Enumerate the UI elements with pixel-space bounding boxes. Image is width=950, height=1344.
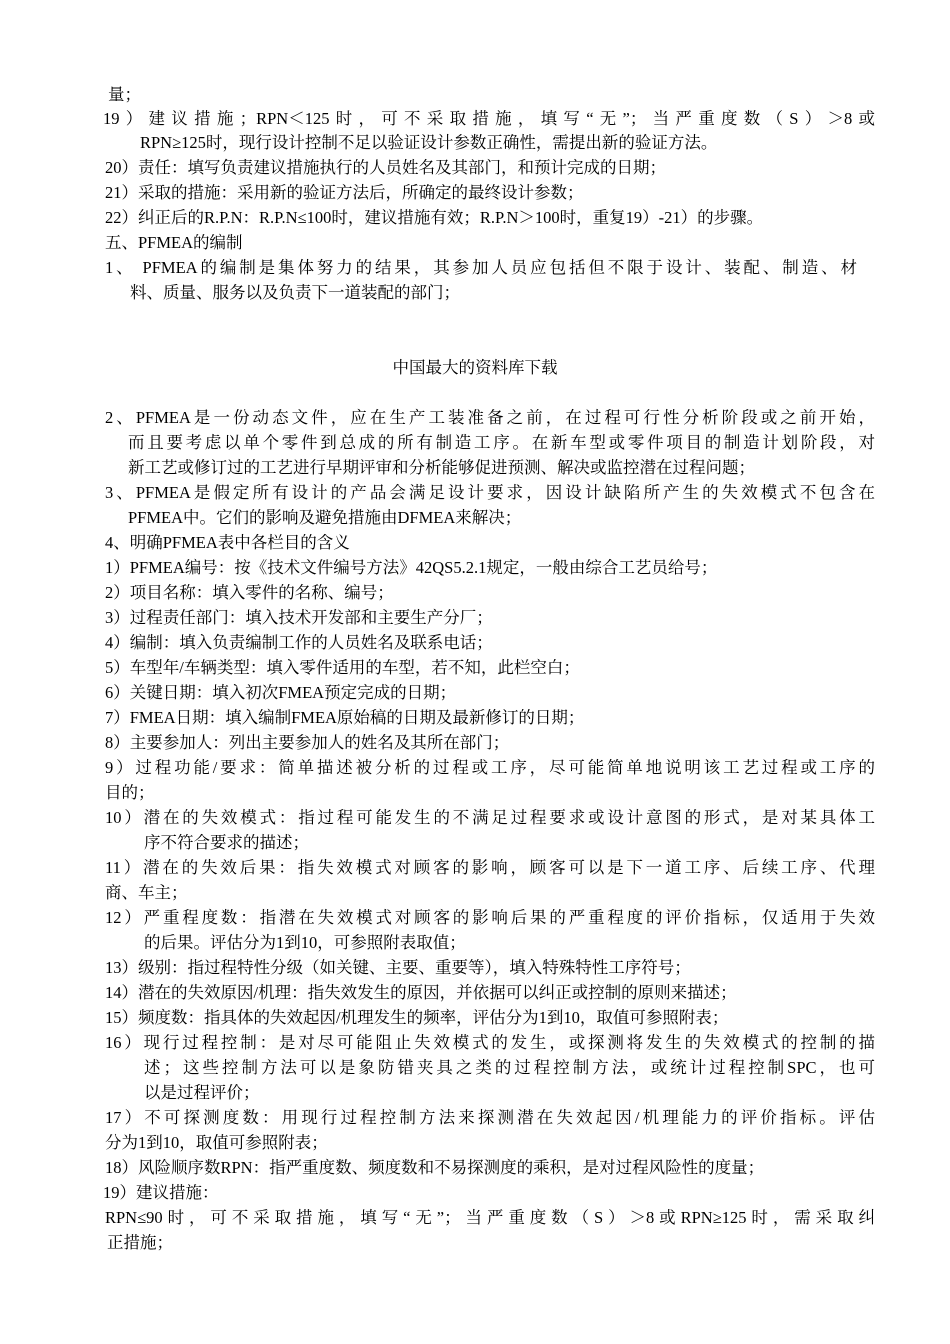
text-line: 20）责任：填写负责建议措施执行的人员姓名及其部门，和预计完成的日期； <box>105 158 666 177</box>
text-line: 目的； <box>105 783 155 802</box>
text-line: 21）采取的措施：采用新的验证方法后，所确定的最终设计参数； <box>105 183 584 202</box>
text-line: 述；这些控制方法可以是象防错夹具之类的过程控制方法，或统计过程控制SPC，也可 <box>144 1058 875 1077</box>
text-line: 11）潜在的失效后果：指失效模式对顾客的影响，顾客可以是下一道工序、后续工序、代理 <box>105 858 875 877</box>
text-line: 1）PFMEA编号：按《技术文件编号方法》42QS5.2.1规定，一般由综合工艺员给号； <box>105 558 718 577</box>
text-line: 19）建议措施： <box>103 1183 219 1202</box>
text-line: 3、PFMEA是假定所有设计的产品会满足设计要求，因设计缺陷所产生的失效模式不包含在 <box>105 483 875 502</box>
text-line: 8）主要参加人：列出主要参加人的姓名及其所在部门； <box>105 733 510 752</box>
text-line: 5）车型年/车辆类型：填入零件适用的车型，若不知，此栏空白； <box>105 658 580 677</box>
text-line: 而且要考虑以单个零件到总成的所有制造工序。在新车型或零件项目的制造计划阶段，对 <box>128 433 875 452</box>
text-line: 3）过程责任部门：填入技术开发部和主要生产分厂； <box>105 608 493 627</box>
page-header-banner: 中国最大的资料库下载 <box>392 358 558 377</box>
text-line: 1、 PFMEA的编制是集体努力的结果，其参加人员应包括但不限于设计、装配、制造、材 <box>105 258 857 277</box>
text-line: 序不符合要求的描述； <box>144 833 309 852</box>
text-line: 4）编制：填入负责编制工作的人员姓名及联系电话； <box>105 633 493 652</box>
text-line: 正措施； <box>107 1233 173 1252</box>
text-line: 7）FMEA日期：填入编制FMEA原始稿的日期及最新修订的日期； <box>105 708 585 727</box>
text-line: 新工艺或修订过的工艺进行早期评审和分析能够促进预测、解决或监控潜在过程问题； <box>128 458 755 477</box>
section-heading: 4、明确PFMEA表中各栏目的含义 <box>105 533 350 552</box>
text-line: RPN≥125时，现行设计控制不足以验证设计参数正确性，需提出新的验证方法。 <box>140 133 718 152</box>
text-line: 的后果。评估分为1到10，可参照附表取值； <box>144 933 466 952</box>
text-line: 14）潜在的失效原因/机理：指失效发生的原因，并依据可以纠正或控制的原则来描述； <box>105 983 737 1002</box>
text-line: 13）级别：指过程特性分级（如关键、主要、重要等），填入特殊特性工序符号； <box>105 958 691 977</box>
text-line: 以是过程评价； <box>144 1083 260 1102</box>
text-line: 2）项目名称：填入零件的名称、编号； <box>105 583 394 602</box>
text-line: 18）风险顺序数RPN：指严重度数、频度数和不易探测度的乘积，是对过程风险性的度量； <box>105 1158 765 1177</box>
text-line: 17）不可探测度数：用现行过程控制方法来探测潜在失效起因/机理能力的评价指标。评估 <box>105 1108 875 1127</box>
text-line: 6）关键日期：填入初次FMEA预定完成的日期； <box>105 683 457 702</box>
text-line: 量； <box>108 85 141 104</box>
text-line: 2、PFMEA是一份动态文件，应在生产工装准备之前，在过程可行性分析阶段或之前开始， <box>105 408 875 427</box>
text-line: 19）建议措施；RPN＜125时，可不采取措施，填写“无”；当严重度数（S）＞8或 <box>103 109 875 128</box>
text-line: RPN≤90时，可不采取措施，填写“无”；当严重度数（S）＞8或RPN≥125时，需采取纠 <box>105 1208 875 1227</box>
text-line: 12）严重程度数：指潜在失效模式对顾客的影响后果的严重程度的评价指标，仅适用于失效 <box>105 908 875 927</box>
text-line: 10）潜在的失效模式：指过程可能发生的不满足过程要求或设计意图的形式，是对某具体工 <box>105 808 875 827</box>
text-line: 22）纠正后的R.P.N：R.P.N≤100时，建议措施有效；R.P.N＞100时，重复19）-21）的步骤。 <box>105 208 764 227</box>
text-line: 分为1到10，取值可参照附表； <box>105 1133 328 1152</box>
section-heading: 五、PFMEA的编制 <box>105 233 243 252</box>
text-line: 9）过程功能/要求：简单描述被分析的过程或工序，尽可能简单地说明该工艺过程或工序的 <box>105 758 875 777</box>
text-line: PFMEA中。它们的影响及避免措施由DFMEA来解决； <box>128 508 522 527</box>
text-line: 16）现行过程控制：是对尽可能阻止失效模式的发生，或探测将发生的失效模式的控制的描 <box>105 1033 875 1052</box>
text-line: 15）频度数：指具体的失效起因/机理发生的频率，评估分为1到10，取值可参照附表； <box>105 1008 729 1027</box>
text-line: 商、车主； <box>105 883 188 902</box>
text-line: 料、质量、服务以及负责下一道装配的部门； <box>130 283 460 302</box>
